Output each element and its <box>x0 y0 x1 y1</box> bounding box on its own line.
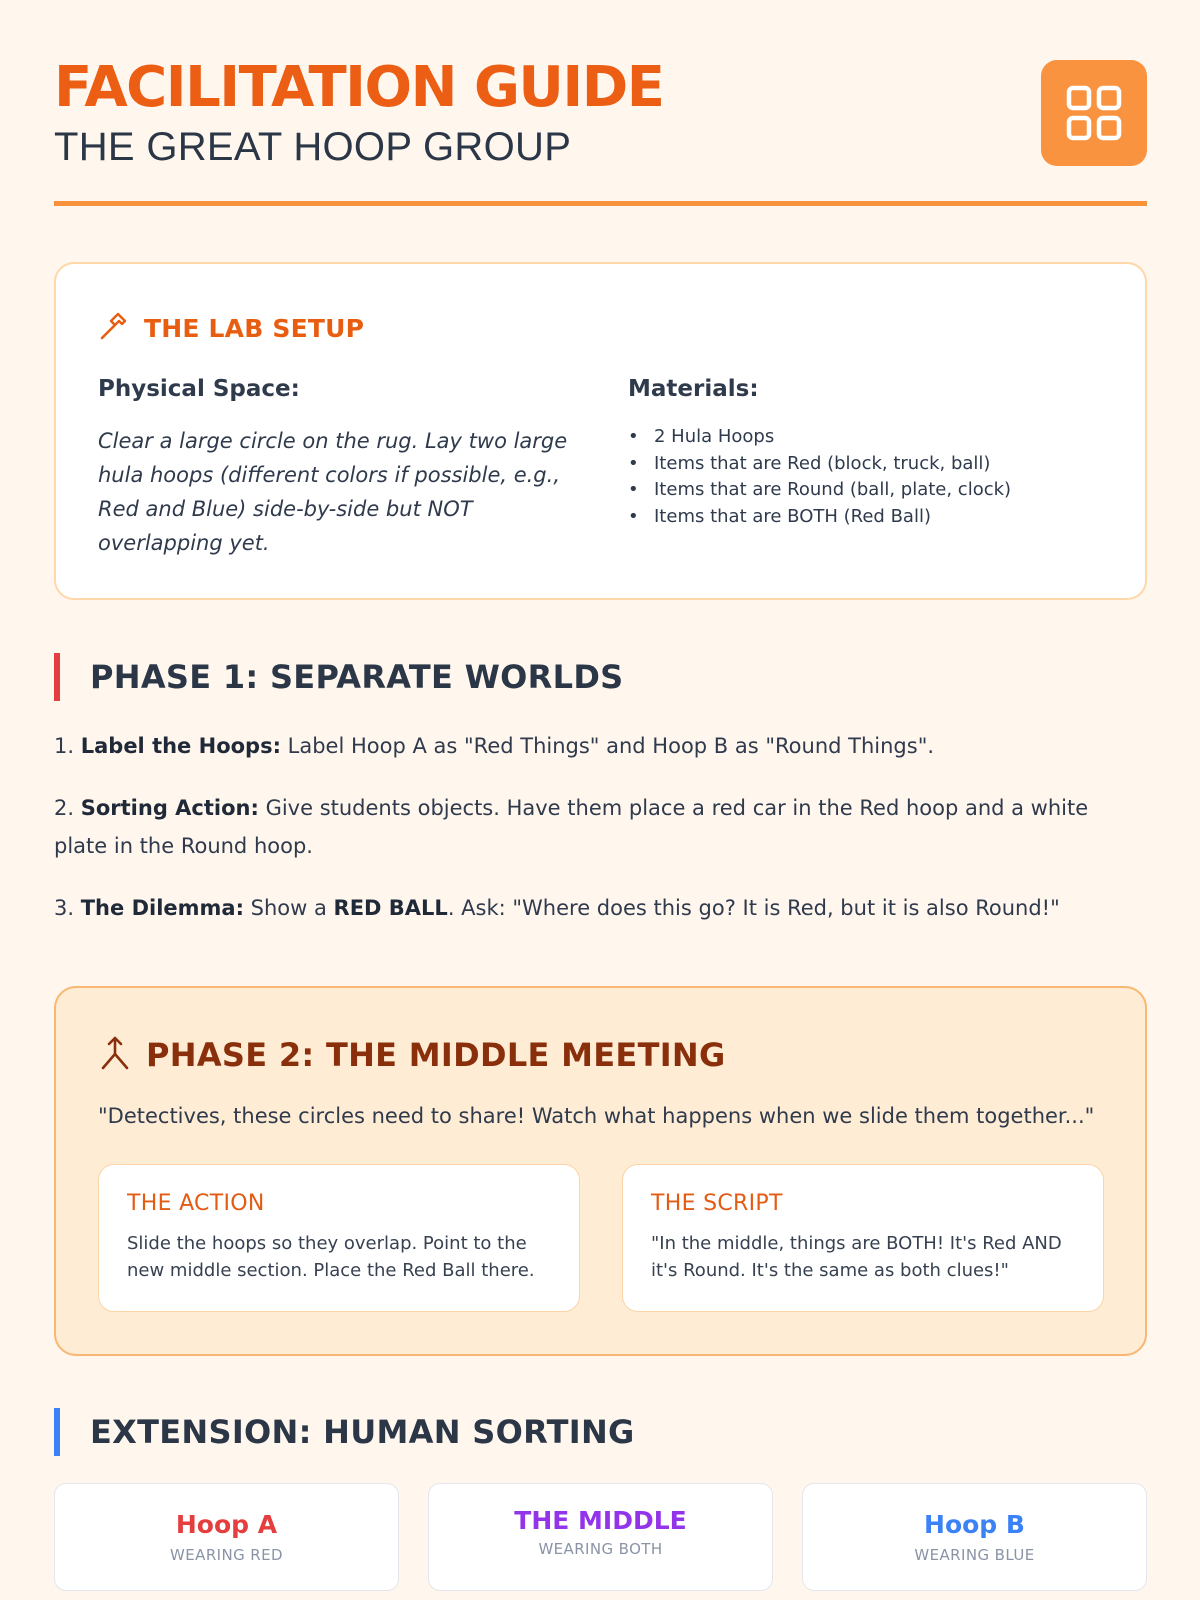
materials-title: Materials: <box>628 376 759 402</box>
step-number: 2. <box>54 796 75 820</box>
merge-icon <box>98 1034 132 1076</box>
step-text: Give students objects. Have them place a red car in the Red hoop and a white plate in the Round hoop. <box>54 796 1089 858</box>
physical-space-column <box>98 376 578 560</box>
page <box>54 0 1147 1564</box>
step-emphasis: RED BALL <box>333 896 448 920</box>
lab-setup-title: THE LAB SETUP <box>144 313 365 343</box>
phase2-title: PHASE 2: THE MIDDLE MEETING <box>146 1036 726 1074</box>
list-item: • Items that are Red (block, truck, ball) <box>628 451 1108 478</box>
lab-setup-card <box>54 262 1147 600</box>
lab-setup-heading <box>98 310 364 346</box>
materials-column <box>628 376 1108 530</box>
page-subtitle: THE GREAT HOOP GROUP <box>54 125 572 169</box>
step-label: Label the Hoops: <box>80 734 281 758</box>
phase2-heading <box>98 1034 726 1076</box>
list-item <box>54 789 1147 865</box>
action-card <box>98 1164 580 1312</box>
script-card <box>622 1164 1104 1312</box>
grid-icon <box>1041 60 1147 166</box>
physical-space-body: Clear a large circle on the rug. Lay two large hula hoops (different colors if possible, e.g., Red and Blue) side-by-side but NOT overlapping yet. <box>98 429 568 555</box>
middle-card <box>428 1483 773 1591</box>
step-number: 1. <box>54 734 75 758</box>
action-body: Slide the hoops so they overlap. Point to the new middle section. Place the Red Ball there. <box>127 1233 535 1281</box>
step-number: 3. <box>54 896 75 920</box>
step-text: Label Hoop A as "Red Things" and Hoop B as "Round Things". <box>280 734 935 758</box>
phase2-quote: "Detectives, these circles need to share! Watch what happens when we slide them together..." <box>98 1104 1095 1128</box>
hammer-icon <box>98 310 130 346</box>
hoop-a-card <box>54 1483 399 1591</box>
hoop-b-subtitle: WEARING BLUE <box>914 1546 1035 1564</box>
extension-heading: EXTENSION: HUMAN SORTING <box>54 1408 635 1456</box>
hoop-a-subtitle: WEARING RED <box>170 1546 283 1564</box>
step-label: Sorting Action: <box>80 796 259 820</box>
phase2-card <box>54 986 1147 1356</box>
step-text: Show a <box>243 896 334 920</box>
materials-list <box>628 424 1108 530</box>
list-item <box>54 727 1147 765</box>
step-label: The Dilemma: <box>80 896 244 920</box>
middle-title: THE MIDDLE <box>514 1506 687 1535</box>
middle-subtitle: WEARING BOTH <box>538 1540 663 1558</box>
hoop-a-title: Hoop A <box>175 1510 278 1539</box>
script-body: "In the middle, things are BOTH! It's Red AND it's Round. It's the same as both clues!" <box>651 1233 1062 1281</box>
phase1-steps <box>54 727 1147 951</box>
list-item: • 2 Hula Hoops <box>628 424 1108 451</box>
script-title: THE SCRIPT <box>651 1191 783 1216</box>
action-title: THE ACTION <box>127 1191 265 1216</box>
list-item <box>54 889 1147 927</box>
list-item: • Items that are BOTH (Red Ball) <box>628 504 1108 531</box>
hoop-b-card <box>802 1483 1147 1591</box>
physical-space-title: Physical Space: <box>98 376 300 402</box>
step-text: . Ask: "Where does this go? It is Red, but it is also Round!" <box>447 896 1060 920</box>
hoop-b-title: Hoop B <box>924 1510 1025 1539</box>
list-item: • Items that are Round (ball, plate, clock) <box>628 477 1108 504</box>
page-title: FACILITATION GUIDE <box>54 55 664 120</box>
header <box>54 0 1147 206</box>
phase1-heading: PHASE 1: SEPARATE WORLDS <box>54 653 624 701</box>
